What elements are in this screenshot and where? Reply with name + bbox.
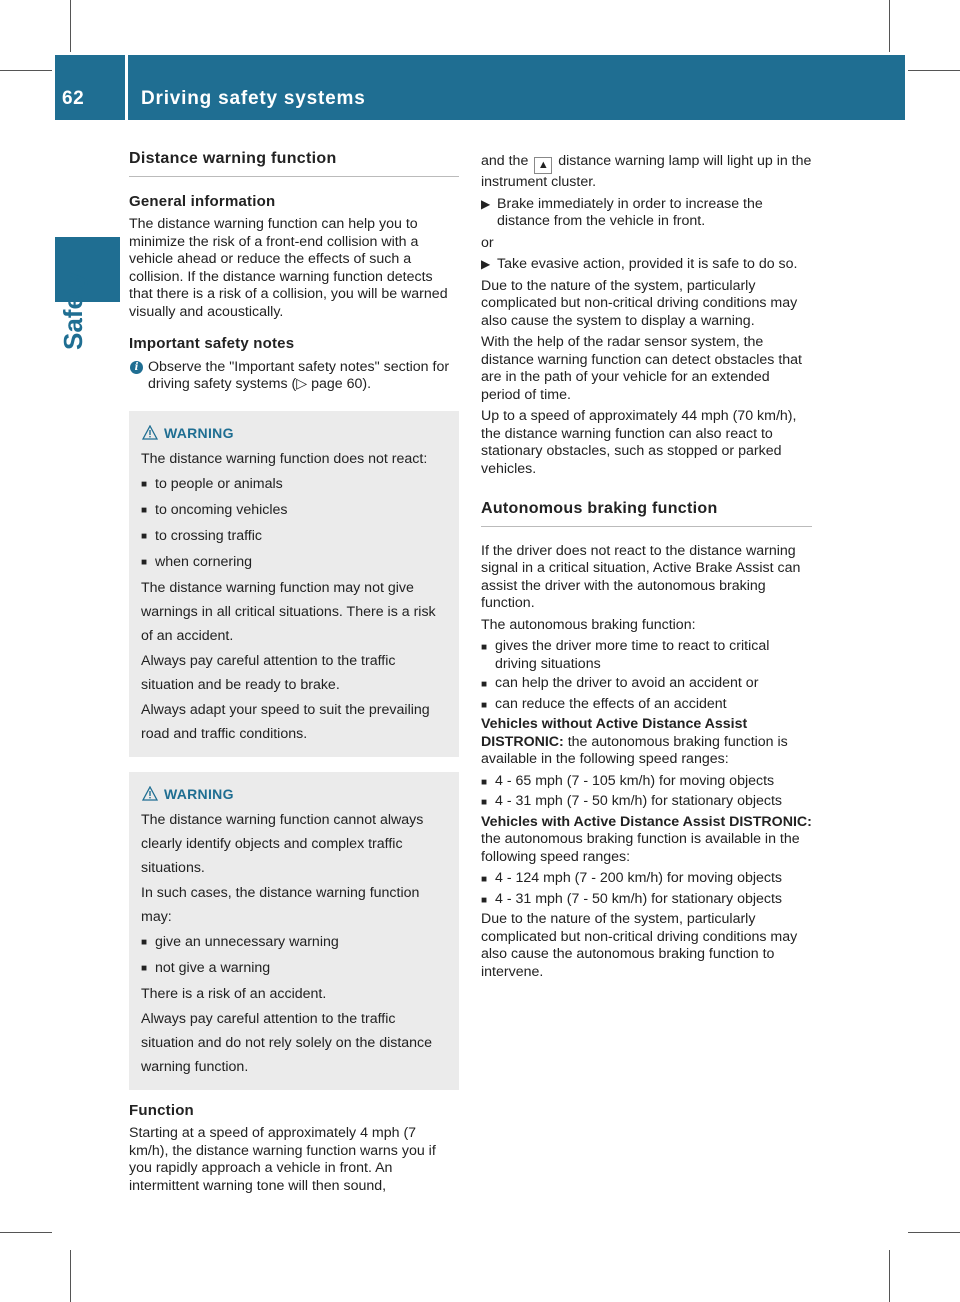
section-title: Distance warning function: [129, 150, 459, 177]
warning-box: [129, 411, 459, 757]
left-column: [129, 150, 459, 1199]
chapter-title: Driving safety systems: [141, 88, 366, 109]
action-arrow-icon: ▶: [481, 196, 491, 211]
warning-header: [141, 782, 447, 806]
paragraph: In such cases, the distance warning function may:: [141, 884, 420, 925]
crop-mark: [0, 70, 52, 71]
list-item: ■ not give a warning: [141, 956, 447, 981]
warning-header: [141, 421, 447, 445]
list-item: ■ give an unnecessary warning: [141, 930, 447, 955]
crop-mark: [889, 1250, 890, 1302]
bullet-icon: ■: [141, 556, 148, 568]
warning-triangle-icon: [142, 425, 158, 440]
action-step: ▶ Brake immediately in order to increase the distance from the vehicle in front.: [481, 195, 763, 229]
subsection-title: General information: [129, 192, 276, 210]
paragraph: Vehicles without Active Distance Assist DISTRONIC: the autonomous braking function is available in the following speed ranges:: [481, 716, 788, 767]
crop-mark: [908, 1232, 960, 1233]
list-item: ■ 4 - 31 mph (7 - 50 km/h) for stationary objects: [481, 793, 812, 812]
list-item: ■ gives the driver more time to react to critical driving situations: [481, 638, 770, 672]
paragraph: Vehicles with Active Distance Assist DISTRONIC: the autonomous braking function is available in the following speed ranges:: [481, 813, 812, 865]
right-column: [481, 150, 812, 985]
paragraph: Always pay careful attention to the traffic situation and be ready to brake.: [141, 652, 396, 693]
header-separator: [125, 55, 128, 120]
list-item: ■ to oncoming vehicles: [141, 498, 447, 523]
paragraph: and the ▲ distance warning lamp will light up in the instrument cluster.: [481, 153, 812, 190]
list-item: ■ 4 - 65 mph (7 - 105 km/h) for moving objects: [481, 773, 812, 792]
list-item: ■ 4 - 124 mph (7 - 200 km/h) for moving objects: [481, 870, 812, 889]
list-item: ■ to crossing traffic: [141, 524, 447, 549]
subsection-title: Important safety notes: [129, 335, 295, 352]
paragraph: The distance warning function cannot always clearly identify objects and complex traffic situations.: [141, 811, 424, 876]
paragraph: The distance warning function can help you to minimize the risk of a front-end collision with a vehicle ahead or reduce the effects of such a collision. If the distance warning function detects that there is a risk of a collision, you will be warned visually and acoustically.: [129, 216, 448, 320]
paragraph: Always adapt your speed to suit the prevailing road and traffic conditions.: [141, 701, 430, 742]
paragraph: The distance warning function does not react:: [141, 450, 428, 467]
paragraph: Starting at a speed of approximately 4 mph (7 km/h), the distance warning function warns you if you rapidly approach a vehicle in front. An intermittent warning tone will then sound,: [129, 1125, 436, 1194]
paragraph: Due to the nature of the system, particularly complicated but non-critical driving conditions may also cause the system to display a warning.: [481, 277, 798, 329]
info-note: [129, 359, 459, 394]
crop-mark: [0, 1232, 52, 1233]
list-item: ■ can reduce the effects of an accident: [481, 696, 812, 715]
crop-mark: [908, 70, 960, 71]
warning-box: [129, 772, 459, 1090]
list-item: ■ to people or animals: [141, 472, 447, 497]
paragraph: There is a risk of an accident.: [141, 985, 327, 1002]
crop-mark: [70, 0, 71, 52]
info-note-text: Observe the "Important safety notes" section for driving safety systems (▷ page 60).: [148, 358, 450, 392]
bullet-icon: ■: [481, 699, 488, 711]
action-arrow-icon: ▶: [481, 257, 491, 271]
distance-warning-lamp-icon: ▲: [534, 157, 552, 174]
list-item: ■ 4 - 31 mph (7 - 50 km/h) for stationary objects: [481, 891, 812, 910]
bullet-icon: ■: [141, 936, 148, 948]
paragraph: The distance warning function may not give warnings in all critical situations. There is a risk of an accident.: [141, 579, 436, 644]
bullet-icon: ■: [481, 874, 488, 885]
side-tab-label: Safety: [58, 271, 88, 350]
bullet-icon: ■: [481, 679, 488, 690]
bullet-icon: ■: [481, 776, 488, 788]
paragraph: With the help of the radar sensor system, the distance warning function can detect obstacles that are in the path of your vehicle for an extended period of time.: [481, 334, 802, 403]
crop-mark: [889, 0, 890, 52]
bullet-icon: ■: [141, 478, 148, 490]
crop-mark: [70, 1250, 71, 1302]
bullet-icon: ■: [481, 894, 488, 906]
info-icon: i: [130, 361, 143, 374]
paragraph: The autonomous braking function:: [481, 616, 696, 633]
action-step: ▶ Take evasive action, provided it is safe to do so.: [481, 256, 798, 272]
bullet-icon: ■: [481, 797, 488, 808]
paragraph: Always pay careful attention to the traffic situation and do not rely solely on the distance warning function.: [141, 1010, 433, 1075]
warning-triangle-icon: [142, 786, 158, 801]
paragraph: If the driver does not react to the distance warning signal in a critical situation, Active Brake Assist can assist the driver with the autonomous braking function.: [481, 542, 801, 611]
paragraph: Up to a speed of approximately 44 mph (70 km/h), the distance warning function can also react to stationary obstacles, such as stopped or parked vehicles.: [481, 408, 797, 477]
paragraph: or: [481, 234, 494, 251]
bullet-icon: ■: [141, 530, 148, 542]
bullet-icon: ■: [141, 504, 148, 516]
paragraph: Due to the nature of the system, particularly complicated but non-critical driving conditions may also cause the autonomous braking function to intervene.: [481, 911, 798, 980]
page-number: 62: [62, 88, 85, 109]
subsection-title: Function: [129, 1101, 194, 1119]
list-item: ■ can help the driver to avoid an accident or: [481, 675, 812, 694]
warning-label: WARNING: [164, 424, 234, 441]
bullet-icon: ■: [481, 642, 488, 653]
bullet-icon: ■: [141, 962, 148, 974]
list-item: ■ when cornering: [141, 550, 447, 575]
warning-label: WARNING: [164, 785, 234, 802]
section-title: Autonomous braking function: [481, 500, 812, 527]
